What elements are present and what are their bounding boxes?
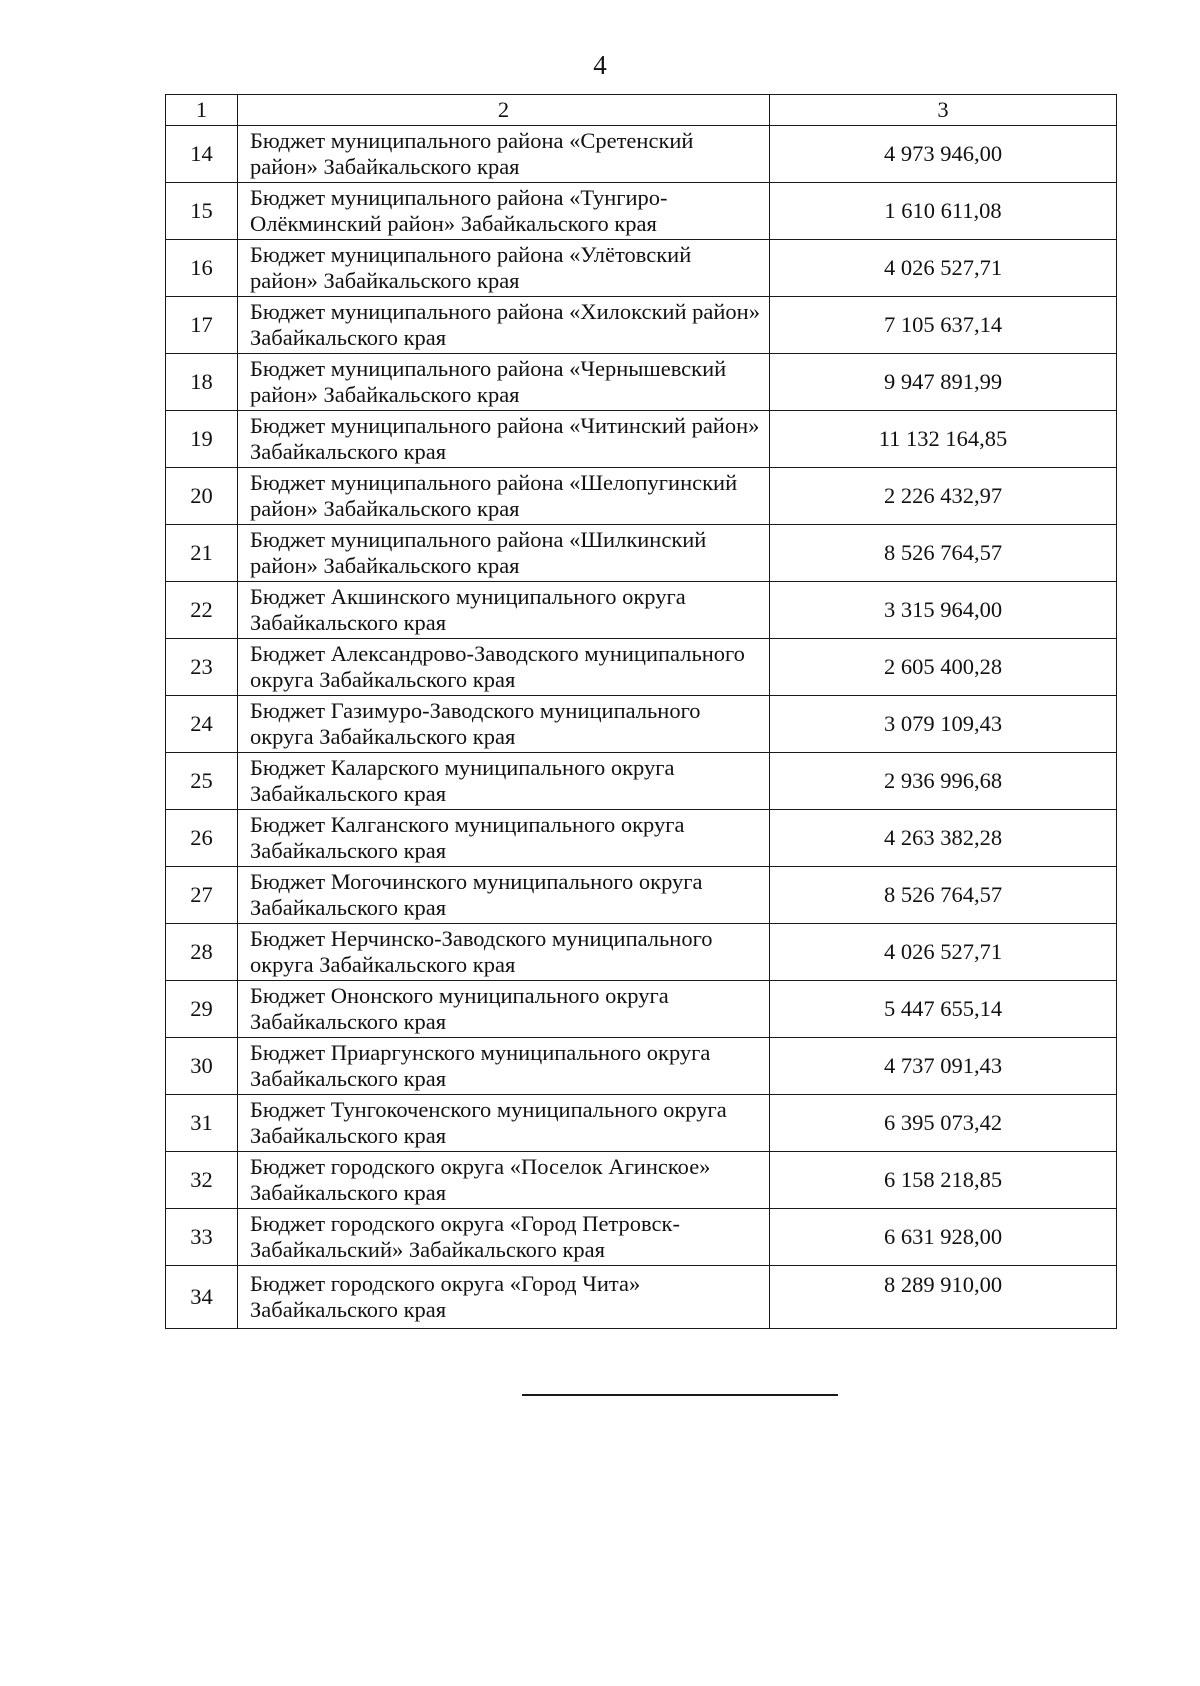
row-number: 26 [166, 810, 238, 867]
budget-name: Бюджет Тунгокоченского муниципального округа Забайкальского края [238, 1095, 770, 1152]
row-number: 27 [166, 867, 238, 924]
budget-amount: 4 973 946,00 [770, 126, 1117, 183]
budget-amount: 11 132 164,85 [770, 411, 1117, 468]
budget-amount: 2 226 432,97 [770, 468, 1117, 525]
row-number: 31 [166, 1095, 238, 1152]
row-number: 33 [166, 1209, 238, 1266]
column-header-amount: 3 [770, 95, 1117, 126]
budget-amount: 9 947 891,99 [770, 354, 1117, 411]
table-row [166, 924, 1117, 981]
budget-name: Бюджет муниципального района «Шилкинский район» Забайкальского края [238, 525, 770, 582]
budget-amount: 2 936 996,68 [770, 753, 1117, 810]
budget-name: Бюджет Приаргунского муниципального округа Забайкальского края [238, 1038, 770, 1095]
budget-name: Бюджет Ононского муниципального округа Забайкальского края [238, 981, 770, 1038]
row-number: 19 [166, 411, 238, 468]
budget-name: Бюджет городского округа «Город Чита» Забайкальского края [238, 1266, 770, 1329]
budget-amount: 4 263 382,28 [770, 810, 1117, 867]
table-row [166, 867, 1117, 924]
column-header-name: 2 [238, 95, 770, 126]
budget-amount: 8 289 910,00 [770, 1266, 1117, 1329]
table-row [166, 1038, 1117, 1095]
budget-amount: 8 526 764,57 [770, 867, 1117, 924]
row-number: 28 [166, 924, 238, 981]
row-number: 23 [166, 639, 238, 696]
budget-amount: 8 526 764,57 [770, 525, 1117, 582]
table-row [166, 696, 1117, 753]
table-row [166, 810, 1117, 867]
page-number: 4 [593, 50, 607, 80]
row-number: 21 [166, 525, 238, 582]
budget-name: Бюджет муниципального района «Сретенский район» Забайкальского края [238, 126, 770, 183]
table-row [166, 639, 1117, 696]
table-row [166, 981, 1117, 1038]
table-row [166, 1095, 1117, 1152]
table-row [166, 240, 1117, 297]
table-row [166, 753, 1117, 810]
row-number: 16 [166, 240, 238, 297]
budget-amount: 6 631 928,00 [770, 1209, 1117, 1266]
budget-amount: 5 447 655,14 [770, 981, 1117, 1038]
row-number: 14 [166, 126, 238, 183]
table-row [166, 126, 1117, 183]
budget-amount: 4 026 527,71 [770, 240, 1117, 297]
column-header-number: 1 [166, 95, 238, 126]
budget-name: Бюджет муниципального района «Улётовский район» Забайкальского края [238, 240, 770, 297]
table-row [166, 582, 1117, 639]
budget-distribution-table [165, 94, 1117, 1329]
row-number: 22 [166, 582, 238, 639]
budget-name: Бюджет Калганского муниципального округа Забайкальского края [238, 810, 770, 867]
row-number: 34 [166, 1266, 238, 1329]
budget-amount: 6 158 218,85 [770, 1152, 1117, 1209]
row-number: 17 [166, 297, 238, 354]
budget-name: Бюджет муниципального района «Чернышевский район» Забайкальского края [238, 354, 770, 411]
table-header-row [166, 95, 1117, 126]
table-row [166, 1266, 1117, 1329]
budget-name: Бюджет Могочинского муниципального округа Забайкальского края [238, 867, 770, 924]
budget-amount: 6 395 073,42 [770, 1095, 1117, 1152]
row-number: 20 [166, 468, 238, 525]
budget-amount: 1 610 611,08 [770, 183, 1117, 240]
budget-name: Бюджет муниципального района «Хилокский район» Забайкальского края [238, 297, 770, 354]
row-number: 32 [166, 1152, 238, 1209]
budget-amount: 4 026 527,71 [770, 924, 1117, 981]
budget-name: Бюджет Газимуро-Заводского муниципального округа Забайкальского края [238, 696, 770, 753]
budget-name: Бюджет Акшинского муниципального округа Забайкальского края [238, 582, 770, 639]
table-row [166, 183, 1117, 240]
row-number: 18 [166, 354, 238, 411]
budget-name: Бюджет муниципального района «Читинский район» Забайкальского края [238, 411, 770, 468]
budget-name: Бюджет Нерчинско-Заводского муниципального округа Забайкальского края [238, 924, 770, 981]
table-row [166, 1152, 1117, 1209]
table-row [166, 354, 1117, 411]
row-number: 30 [166, 1038, 238, 1095]
budget-name: Бюджет городского округа «Поселок Агинское» Забайкальского края [238, 1152, 770, 1209]
budget-amount: 7 105 637,14 [770, 297, 1117, 354]
budget-amount: 4 737 091,43 [770, 1038, 1117, 1095]
row-number: 25 [166, 753, 238, 810]
budget-amount: 2 605 400,28 [770, 639, 1117, 696]
budget-name: Бюджет Каларского муниципального округа Забайкальского края [238, 753, 770, 810]
table-row [166, 297, 1117, 354]
budget-name: Бюджет муниципального района «Тунгиро-Олёкминский район» Забайкальского края [238, 183, 770, 240]
budget-name: Бюджет Александрово-Заводского муниципального округа Забайкальского края [238, 639, 770, 696]
end-of-document-line [522, 1394, 838, 1396]
budget-amount: 3 079 109,43 [770, 696, 1117, 753]
budget-amount: 3 315 964,00 [770, 582, 1117, 639]
table-row [166, 411, 1117, 468]
row-number: 15 [166, 183, 238, 240]
table-row [166, 1209, 1117, 1266]
budget-name: Бюджет городского округа «Город Петровск-Забайкальский» Забайкальского края [238, 1209, 770, 1266]
table-row [166, 525, 1117, 582]
budget-name: Бюджет муниципального района «Шелопугинский район» Забайкальского края [238, 468, 770, 525]
row-number: 24 [166, 696, 238, 753]
row-number: 29 [166, 981, 238, 1038]
table-row [166, 468, 1117, 525]
